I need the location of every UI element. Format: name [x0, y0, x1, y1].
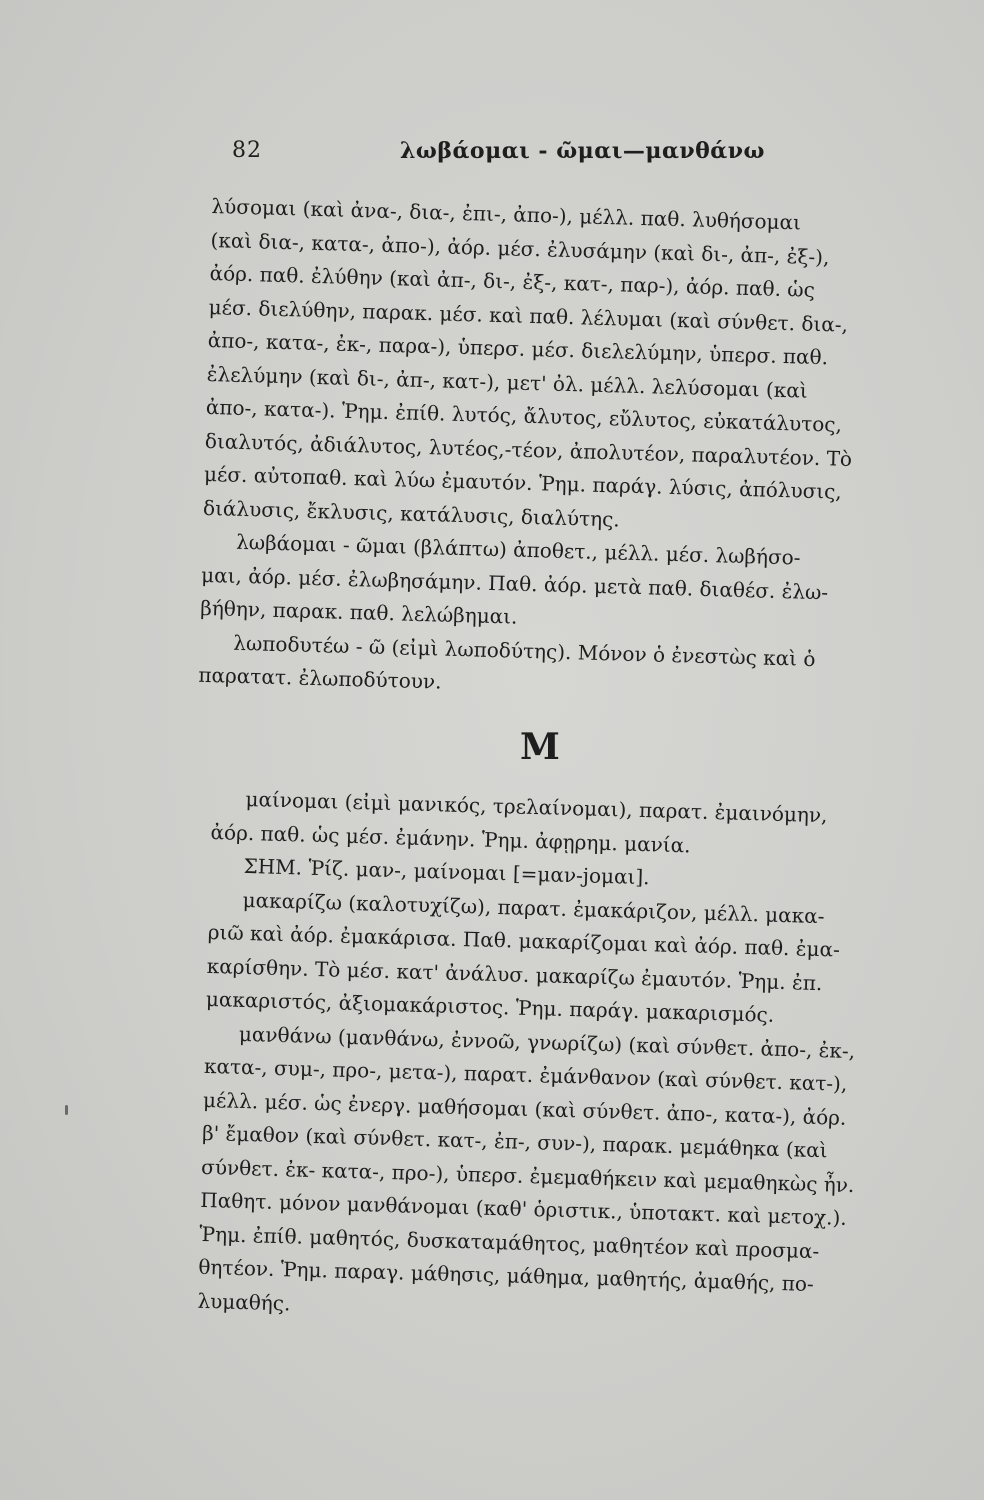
entries-lambda [198, 190, 904, 712]
entry-line: διαλυτός, ἀδιάλυτος, λυτέος,-τέον, ἀπολυτέον, παραλυτέον. Τὸ [204, 428, 853, 471]
entry-line: ἀπο-, κατα-, ἐκ-, παρα-), ὑπερσ. μέσ. διελελύμην, ὑπερσ. παθ. [207, 327, 829, 370]
entry-line: ἐλελύμην (καὶ δι-, ἀπ-, κατ-), μετ' ὀλ. μέλλ. λελύσομαι (καὶ [206, 361, 808, 403]
entry-line: ἀόρ. παθ. ἐλύθην (καὶ ἀπ-, δι-, ἐξ-, κατ-, παρ-), ἀόρ. παθ. ὡς [209, 260, 816, 302]
entry-line: ριῶ καὶ ἀόρ. ἐμακάρισα. Παθ. μακαρίζομαι καὶ ἀόρ. παθ. ἐμα- [207, 919, 841, 962]
entry-line: Παθητ. μόνον μανθάνομαι (καθ' ὁριστικ., ὑποτακτ. καὶ μετοχ.). [199, 1187, 848, 1230]
entry-line: παρατατ. ἐλωποδύτουν. [198, 662, 442, 694]
entry-line: ἀπο-, κατα-). Ῥημ. ἐπίθ. λυτός, ἄλυτος, εὔλυτος, εὐκατάλυτος, [205, 394, 843, 437]
entry-line: καρίσθην. Τὸ μέσ. κατ' ἀνάλυσ. μακαρίζω ἐμαυτόν. Ῥημ. ἐπ. [206, 953, 823, 995]
entry-line: λύσομαι (καὶ ἀνα-, δια-, ἐπι-, ἀπο-), μέλλ. παθ. λυθήσομαι [211, 193, 802, 235]
entry-line: μέλλ. μέσ. ὡς ἐνεργ. μαθήσομαι (καὶ σύνθετ. ἀπο-, κατα-), ἀόρ. [202, 1087, 847, 1130]
entry-line: λυμαθής. [197, 1288, 291, 1315]
page-header [232, 138, 792, 174]
entry-line: (καὶ δια-, κατα-, ἀπο-), ἀόρ. μέσ. ἐλυσάμην (καὶ δι-, ἀπ-, ἐξ-), [210, 227, 830, 269]
entry-note-line: ΣΗΜ. Ῥίζ. μαν-, μαίνομαι [=μαν-jομαι]. [243, 853, 650, 890]
running-head: λωβάομαι - ῶμαι—μανθάνω [400, 138, 765, 164]
entry-line: σύνθετ. ἐκ- κατα-, προ-), ὑπερσ. ἐμεμαθήκειν καὶ μεμαθηκὼς ἦν. [200, 1154, 855, 1197]
entry-headword-line: λωβάομαι - ῶμαι (βλάπτω) ἀποθετ., μέλλ. μέσ. λωβήσο- [235, 529, 801, 570]
entry-headword-line: λωποδυτέω - ῶ (εἰμὶ λωποδύτης). Μόνον ὁ ἐνεστὼς καὶ ὁ [233, 630, 816, 671]
entry-line: κατα-, συμ-, προ-, μετα-), παρατ. ἐμάνθανον (καὶ σύνθετ. κατ-), [203, 1053, 848, 1096]
paper-speck [65, 1105, 68, 1115]
entry-line: ἀόρ. παθ. ὡς μέσ. ἐμάνην. Ῥημ. ἀφῃρημ. μανία. [210, 819, 691, 857]
entry-line: βήθην, παρακ. παθ. λελώβημαι. [199, 595, 518, 629]
entry-line: μέσ. αὐτοπαθ. καὶ λύω ἐμαυτόν. Ῥημ. παράγ. λύσις, ἀπόλυσις, [203, 461, 843, 504]
entry-line: θητέον. Ῥημ. παραγ. μάθησις, μάθημα, μαθητής, ἀμαθής, πο- [198, 1254, 815, 1296]
entry-line: μαι, ἀόρ. μέσ. ἐλωβησάμην. Παθ. ἀόρ. μετὰ παθ. διαθέσ. ἐλω- [200, 562, 829, 604]
entry-line: μέσ. διελύθην, παρακ. μέσ. καὶ παθ. λέλυμαι (καὶ σύνθετ. δια-, [208, 294, 849, 337]
entry-line: β' ἔμαθον (καὶ σύνθετ. κατ-, ἐπ-, συν-), παρακ. μεμάθηκα (καὶ [201, 1120, 828, 1163]
entry-headword-line: μανθάνω (μανθάνω, ἐννοῶ, γνωρίζω) (καὶ σύνθετ. ἀπο-, ἐκ-, [238, 1021, 856, 1063]
entry-line: διάλυσις, ἔκλυσις, κατάλυσις, διαλύτης. [202, 495, 621, 532]
entry-line: μακαριστός, ἀξιομακάριστος. Ῥημ. παράγ. μακαρισμός. [205, 986, 775, 1027]
page-number: 82 [232, 138, 262, 163]
entry-line: Ῥημ. ἐπίθ. μαθητός, δυσκαταμάθητος, μαθητέον καὶ προσμα- [199, 1221, 820, 1263]
entry-headword-line: μαίνομαι (εἰμὶ μανικός, τρελαίνομαι), παρατ. ἐμαινόμην, [245, 786, 828, 828]
section-letter: Μ [520, 726, 561, 768]
entry-headword-line: μακαρίζω (καλοτυχίζω), παρατ. ἐμακάριζον, μέλλ. μακα- [242, 887, 825, 928]
entries-mu [197, 782, 904, 1337]
